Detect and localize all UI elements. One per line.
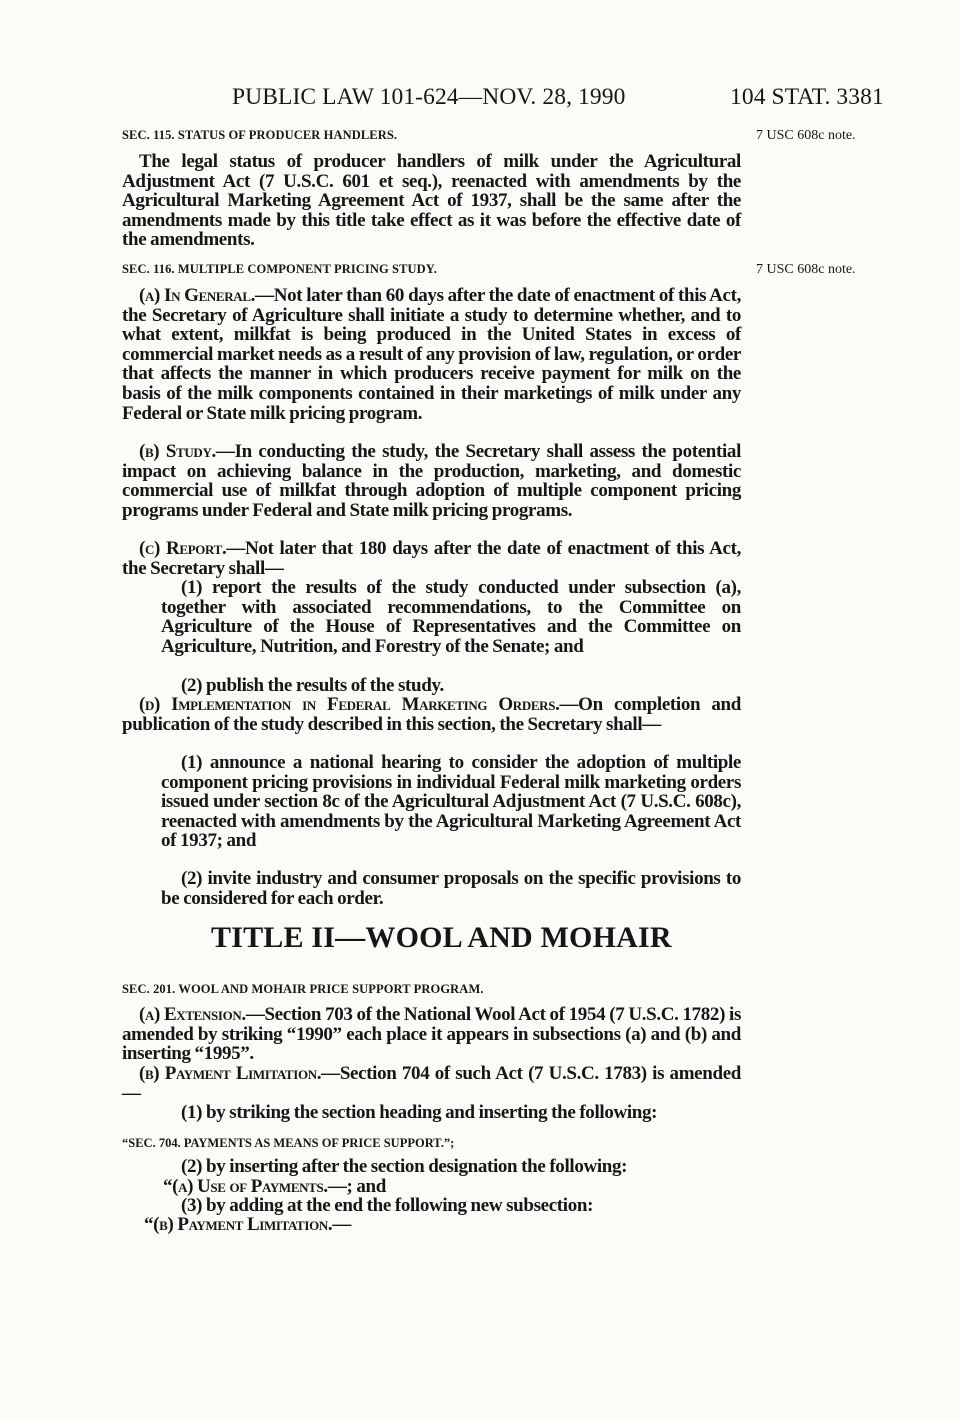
section-201-subsection-b	[122, 1064, 741, 1103]
quoted-use-of-payments	[163, 1177, 743, 1197]
section-115-heading: SEC. 115. STATUS OF PRODUCER HANDLERS.	[122, 128, 398, 142]
section-116-margin-note: 7 USC 608c note.	[756, 262, 856, 277]
subsection-c-label: (c) Report.	[139, 538, 227, 559]
section-201-a-label: (a) Extension.	[139, 1004, 246, 1025]
subsection-a-label: (a) In General.	[139, 285, 256, 306]
section-201-b-paragraph-2	[161, 1157, 741, 1177]
quoted-section-704-heading: “SEC. 704. PAYMENTS AS MEANS OF PRICE SUPPORT.”;	[122, 1136, 455, 1150]
section-201-b-paragraph-1: (1) by striking the section heading and inserting the following:	[181, 1102, 658, 1123]
subsection-d-paragraph-1: (1) announce a national hearing to consider the adoption of multiple component pricing provisions in individual Federal milk marketing orders issued under section 8c of the Agricultural Adjustment Act (7 U.S.C. 608c), reenacted with amendments by the Agricultural Marketing Agreement Act of 1937; and	[161, 752, 741, 852]
section-201-b-text: —Section 704 of such Act (7 U.S.C. 1783) is amended—	[122, 1063, 741, 1104]
subsection-c-text: —Not later that 180 days after the date of enactment of this Act, the Secretary shall—	[122, 538, 741, 579]
section-116-subsection-c	[122, 539, 741, 578]
section-116-subsection-d	[122, 695, 741, 734]
subsection-b-text: —In conducting the study, the Secretary shall assess the potential impact on achieving balance in the production, marketing, and domestic commercial use of milkfat through adoption of multiple component pricing programs under Federal and State milk pricing programs.	[122, 441, 741, 521]
quoted-payment-limitation-tail: —	[332, 1214, 351, 1235]
subsection-d-text: —On completion and publication of the study described in this section, the Secretary shall—	[122, 694, 741, 735]
paragraph-2-text: (2) by inserting after the section designation the following:	[181, 1156, 628, 1177]
section-201-b-paragraph-3: (3) by adding at the end the following new subsection:	[181, 1195, 594, 1216]
subsection-a-text: —Not later than 60 days after the date of enactment of this Act, the Secretary of Agriculture shall initiate a study to determine whether, and to what extent, milkfat is being produced in the United States in excess of commercial market needs as a result of any provision of law, regulation, or order that affects the manner in which producers receive payment for milk on the basis of the milk components contained in their marketings of milk under any Federal or State milk pricing program.	[122, 285, 741, 424]
section-201-subsection-a	[122, 1005, 741, 1064]
section-116-subsection-a	[122, 286, 741, 423]
section-116-heading: SEC. 116. MULTIPLE COMPONENT PRICING STUDY.	[122, 262, 438, 276]
section-201-b-label: (b) Payment Limitation.	[139, 1063, 322, 1084]
quoted-payment-limitation-label: “(b) Payment Limitation.	[144, 1214, 333, 1235]
subsection-d-label: (d) Implementation in Federal Marketing Orders.	[139, 694, 560, 715]
running-header-stat: 104 STAT. 3381	[730, 84, 884, 110]
quoted-payment-limitation	[144, 1215, 724, 1235]
section-115-margin-note: 7 USC 608c note.	[756, 128, 856, 143]
section-201-a-text: —Section 703 of the National Wool Act of 1954 (7 U.S.C. 1782) is amended by striking “1990” each place it appears in subsections (a) and (b) and inserting “1995”.	[122, 1004, 741, 1065]
title-ii-heading: TITLE II—WOOL AND MOHAIR	[211, 921, 672, 954]
subsection-b-label: (b) Study.	[139, 441, 216, 462]
subsection-d-paragraph-2: (2) invite industry and consumer proposals on the specific provisions to be considered for each order.	[161, 868, 741, 909]
quoted-use-of-payments-tail: —; and	[327, 1176, 386, 1197]
subsection-c-paragraph-1: (1) report the results of the study conducted under subsection (a), together with associated recommendations, to the Committee on Agriculture of the House of Representatives and the Committee on Agriculture, Nutrition, and Forestry of the Senate; and	[161, 577, 741, 657]
quoted-use-of-payments-label: “(a) Use of Payments.	[163, 1176, 328, 1197]
running-header-law: PUBLIC LAW 101-624—NOV. 28, 1990	[232, 84, 626, 110]
section-115-body: The legal status of producer handlers of milk under the Agricultural Adjustment Act (7 U.S.C. 601 et seq.), reenacted with amendments by the Agricultural Marketing Agreement Act of 1937, shall be the same after the amendments made by this title take effect as it was before the effective date of the amendments.	[122, 151, 741, 251]
section-201-heading: SEC. 201. WOOL AND MOHAIR PRICE SUPPORT PROGRAM.	[122, 982, 484, 996]
subsection-c-paragraph-2: (2) publish the results of the study.	[181, 675, 444, 696]
section-116-subsection-b	[122, 442, 741, 520]
